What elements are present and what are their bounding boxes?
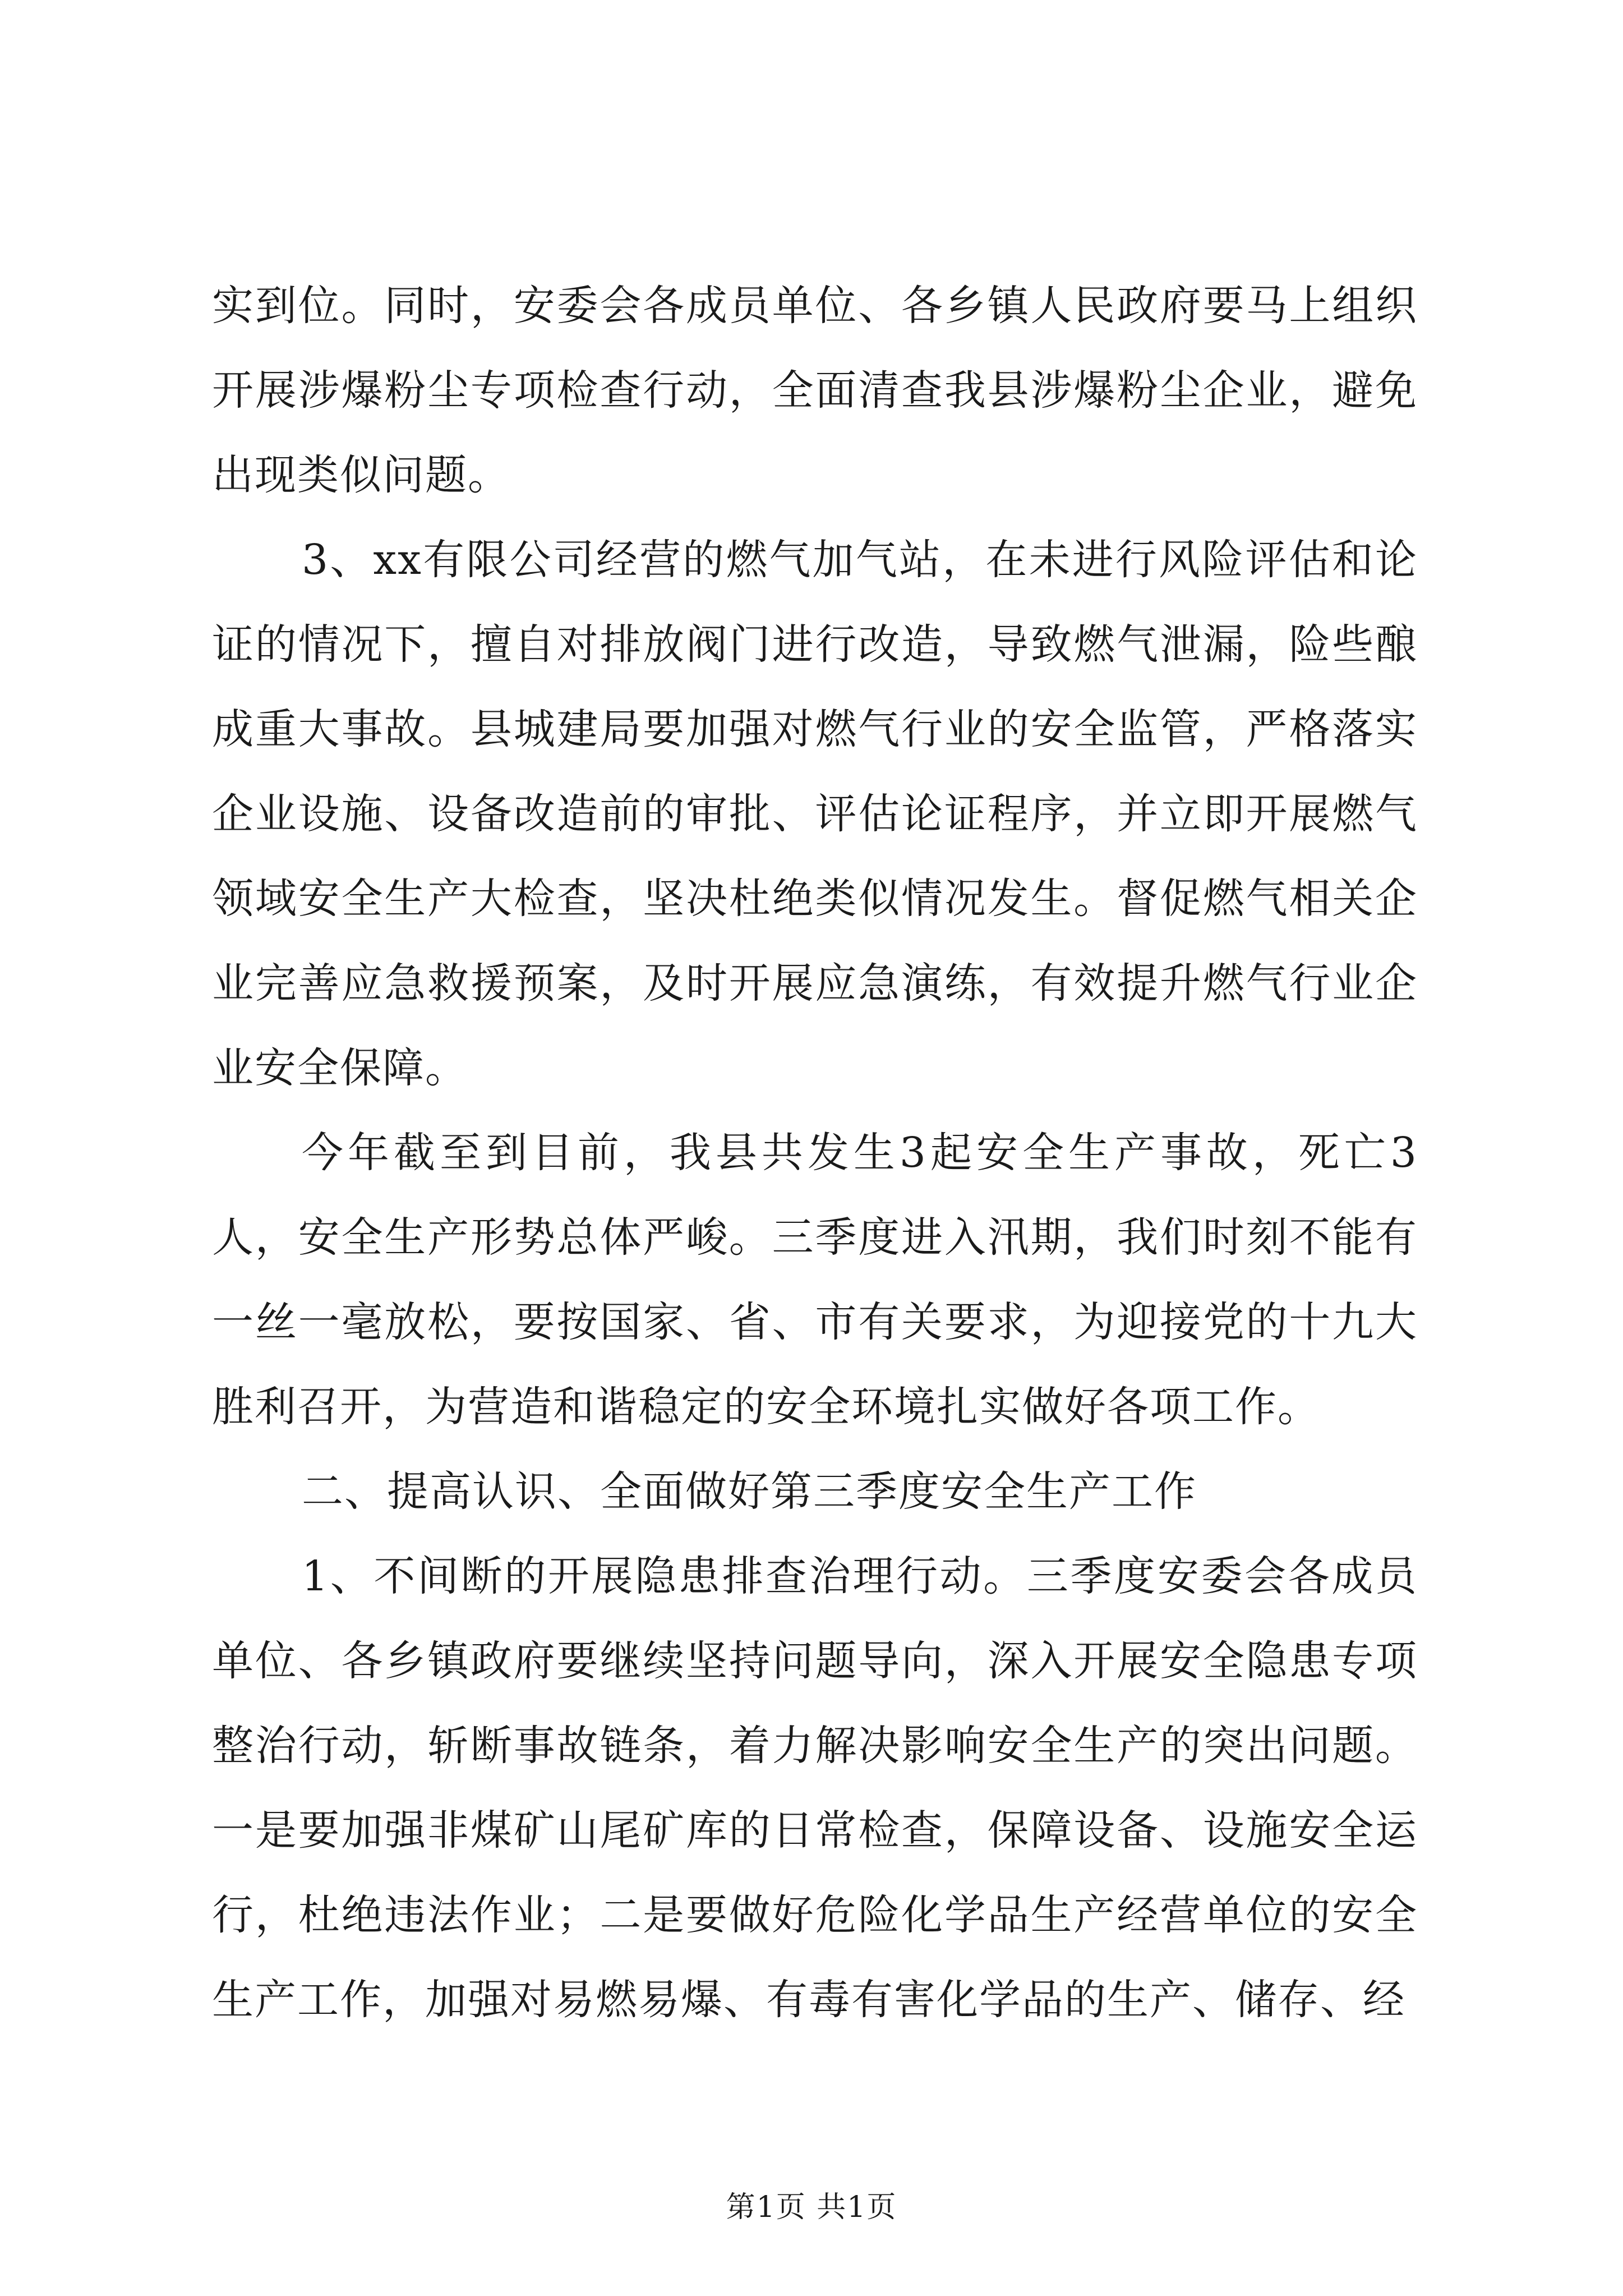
paragraph-2: 3、xx有限公司经营的燃气加气站，在未进行风险评估和论证的情况下，擅自对排放阀门进行改造，导致燃气泄漏，险些酿成重大事故。县城建局要加强对燃气行业的安全监管，严格落实企业设施、设备改造前的审批、评估论证程序，并立即开展燃气领域安全生产大检查，坚决杜绝类似情况发生。督促燃气相关企业完善应急救援预案，及时开展应急演练，有效提升燃气行业企业安全保障。 [212,536,1418,1092]
document-body [212,264,1418,2042]
page-footer: 第1页 共1页 [726,2191,897,2224]
paragraph-1: 实到位。同时，安委会各成员单位、各乡镇人民政府要马上组织开展涉爆粉尘专项检查行动，全面清查我县涉爆粉尘企业，避免出现类似问题。 [212,282,1418,499]
paragraph-5: 1、不间断的开展隐患排查治理行动。三季度安委会各成员单位、各乡镇政府要继续坚持问题导向，深入开展安全隐患专项整治行动，斩断事故链条，着力解决影响安全生产的突出问题。一是要加强非煤矿山尾矿库的日常检查，保障设备、设施安全运行，杜绝违法作业；二是要做好危险化学品生产经营单位的安全生产工作，加强对易燃易爆、有毒有害化学品的生产、储存、经 [212,1552,1418,2024]
section-heading: 二、提高认识、全面做好第三季度安全生产工作 [302,1467,1197,1516]
paragraph-3: 今年截至到目前，我县共发生3起安全生产事故，死亡3人，安全生产形势总体严峻。三季度进入汛期，我们时刻不能有一丝一毫放松，要按国家、省、市有关要求，为迎接党的十九大胜利召开，为营造和谐稳定的安全环境扎实做好各项工作。 [212,1129,1418,1431]
